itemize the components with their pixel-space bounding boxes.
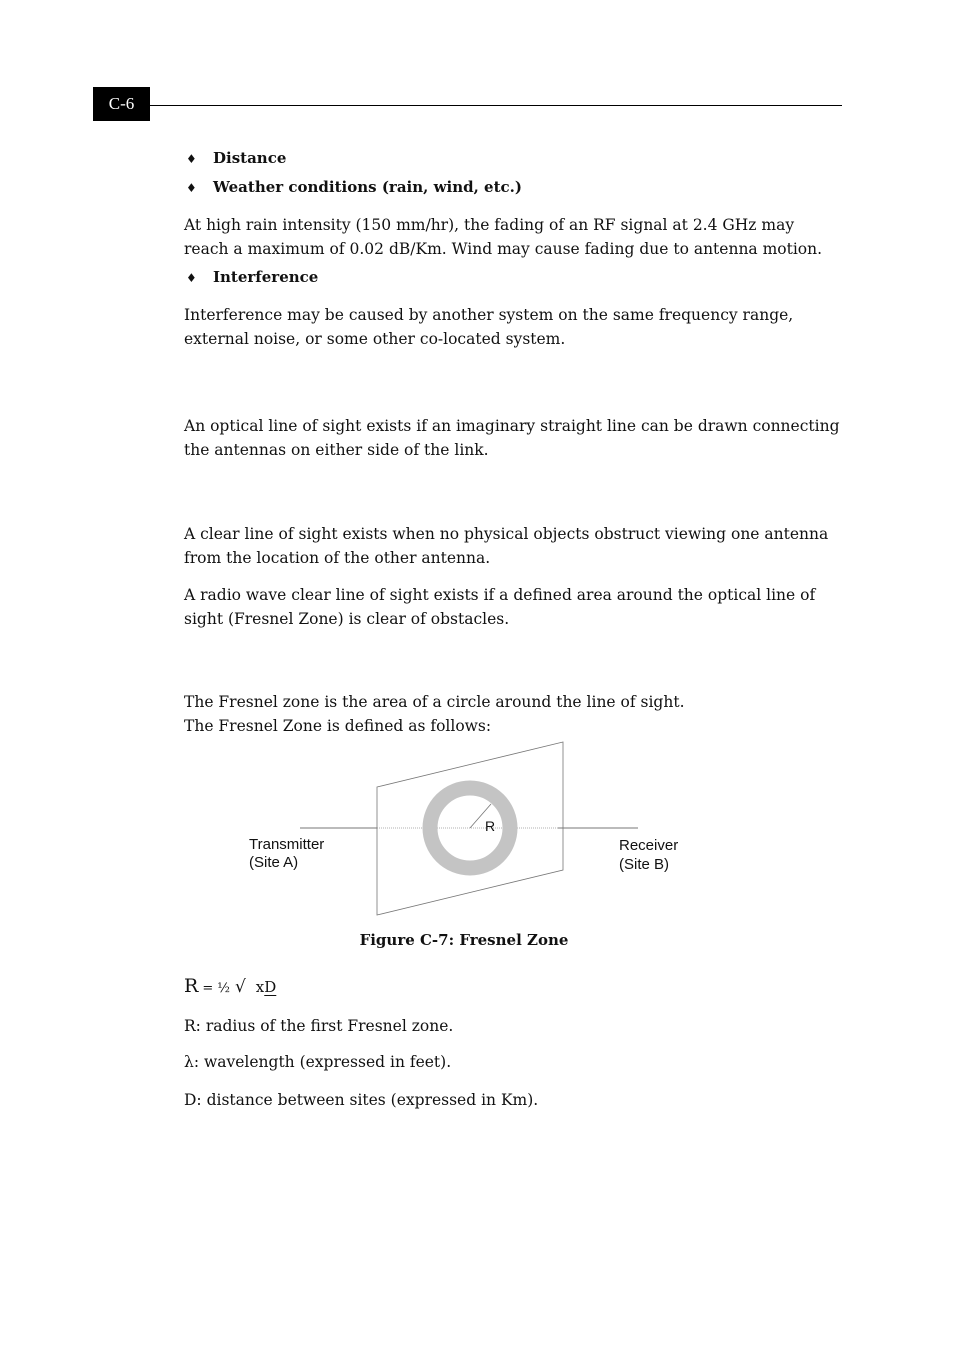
page-number-tab <box>93 87 150 121</box>
fresnel-zone-figure <box>240 738 700 923</box>
definition-lambda <box>184 1050 844 1074</box>
paragraph-line: Interference may be caused by another system on the same frequency range, <box>184 306 794 324</box>
definition-line: R: radius of the first Fresnel zone. <box>184 1017 454 1035</box>
diamond-bullet-icon: ♦ <box>186 152 197 166</box>
bullet-label: Distance <box>213 149 287 167</box>
square-root-icon: √ <box>234 977 246 997</box>
bullet-label: Interference <box>213 268 319 286</box>
paragraph-interference <box>184 303 844 351</box>
paragraph-line: from the location of the other antenna. <box>184 549 491 567</box>
transmitter-label-line: (Site A) <box>249 854 299 871</box>
receiver-label <box>619 837 682 873</box>
header-rule <box>150 105 842 106</box>
formula-d: D <box>264 978 277 996</box>
paragraph-line: sight (Fresnel Zone) is clear of obstacles. <box>184 610 510 628</box>
paragraph-line: A clear line of sight exists when no physical objects obstruct viewing one antenna <box>184 525 829 543</box>
formula-x: x <box>255 978 265 996</box>
receiver-label-line: (Site B) <box>619 856 670 873</box>
paragraph-line: An optical line of sight exists if an imaginary straight line can be drawn connecting <box>184 417 840 435</box>
radius-label: R <box>485 818 496 834</box>
bullet-distance <box>186 149 286 167</box>
paragraph-line: A radio wave clear line of sight exists if a defined area around the optical line of <box>184 586 816 604</box>
bullet-weather <box>186 178 522 196</box>
paragraph-line: At high rain intensity (150 mm/hr), the fading of an RF signal at 2.4 GHz may <box>184 216 795 234</box>
definition-r <box>184 1014 844 1038</box>
paragraph-radio-los <box>184 583 844 631</box>
formula-equals-half: = ½ <box>202 981 230 996</box>
paragraph-rain <box>184 213 844 261</box>
figure-caption: Figure C-7: Fresnel Zone <box>359 931 569 949</box>
receiver-label-line: Receiver <box>619 837 679 854</box>
page-number: C-6 <box>108 94 135 113</box>
bullet-interference <box>186 268 318 286</box>
bullet-label: Weather conditions (rain, wind, etc.) <box>213 178 522 196</box>
paragraph-clear-los <box>184 522 844 570</box>
diamond-bullet-icon: ♦ <box>186 181 197 195</box>
diamond-bullet-icon: ♦ <box>186 271 197 285</box>
paragraph-line: The Fresnel Zone is defined as follows: <box>184 717 492 735</box>
definition-d <box>184 1088 844 1112</box>
definition-line: λ: wavelength (expressed in feet). <box>184 1053 452 1071</box>
paragraph-optical-los <box>184 414 844 462</box>
paragraph-fresnel-intro <box>184 690 844 738</box>
fresnel-plane <box>377 742 563 915</box>
fresnel-formula <box>184 975 276 997</box>
transmitter-label <box>249 836 328 871</box>
paragraph-line: the antennas on either side of the link. <box>184 441 489 459</box>
formula-lhs: R <box>184 975 199 997</box>
transmitter-label-line: Transmitter <box>249 836 325 853</box>
definition-line: D: distance between sites (expressed in Km). <box>184 1091 539 1109</box>
paragraph-line: The Fresnel zone is the area of a circle around the line of sight. <box>184 693 685 711</box>
paragraph-line: external noise, or some other co-located system. <box>184 330 566 348</box>
paragraph-line: reach a maximum of 0.02 dB/Km. Wind may cause fading due to antenna motion. <box>184 240 823 258</box>
